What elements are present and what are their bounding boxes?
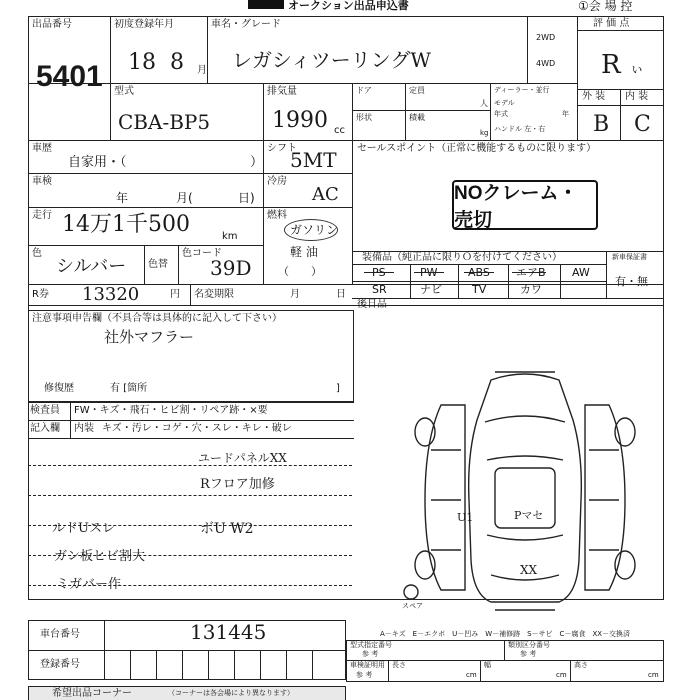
inspector-note-6: ボU W2: [200, 521, 254, 537]
ext-label: 外 装: [582, 91, 606, 102]
name-change-month: 月: [290, 289, 300, 300]
displacement-value: 1990: [272, 108, 328, 133]
inspection-month: 月(: [176, 191, 193, 205]
first-reg-month-unit: 月: [197, 65, 207, 76]
warranty-value: 有・無: [615, 275, 648, 288]
equip-pw: PW: [420, 266, 438, 279]
shift-label: シフト: [267, 143, 297, 154]
capacity-unit: 人: [480, 99, 488, 108]
ac-value: AC: [312, 184, 339, 205]
shape-label: 形状: [356, 113, 372, 122]
equip-leather: カワ: [520, 283, 542, 296]
model-no-sub: 参 考: [362, 650, 379, 658]
equip-aw: AW: [572, 266, 590, 279]
width-unit: cm: [556, 671, 567, 679]
mileage-value: 14万1千500: [62, 212, 190, 237]
header-logo: [248, 0, 284, 9]
warranty-label: 新車保証書: [612, 253, 647, 261]
recycle-label: R券: [32, 289, 49, 300]
fuel-circle: [284, 219, 338, 241]
color-code-value: 39D: [210, 256, 252, 280]
dealer-line1: ディーラー・並行: [494, 86, 550, 94]
equip-tv: TV: [472, 283, 487, 296]
diagram-mark-xx: XX: [520, 563, 538, 577]
shift-value: 5MT: [290, 148, 337, 172]
header-title: オークション出品申込書: [288, 0, 409, 12]
repair-value: 有 [箇所: [110, 383, 148, 394]
lot-number: 5401: [36, 60, 103, 93]
door-label: ドア: [356, 86, 372, 95]
width-label: 幅: [484, 661, 491, 669]
drive-2wd: 2WD: [536, 33, 556, 42]
inspector-note-4: ガン板ヒビ割大: [54, 549, 146, 564]
model-value: CBA-BP5: [118, 110, 211, 134]
inspector-note-5: ミガバー作: [56, 577, 122, 592]
no-claim-stamp: NOクレーム・売切: [452, 180, 598, 230]
first-reg-year: 18: [128, 50, 156, 75]
grade-label: 評 価 点: [593, 18, 630, 29]
dealer-line2: モデル: [494, 99, 515, 107]
capacity-label: 定員: [409, 86, 425, 95]
ext-value: B: [593, 112, 610, 137]
dealer-line4: ハンドル 左・右: [494, 125, 546, 133]
name-change-day: 日: [336, 289, 346, 300]
inspector-row2-label: 内装: [74, 423, 94, 434]
cert-label: 車検証明用: [350, 661, 385, 669]
length-unit: cm: [466, 671, 477, 679]
chassis-value: 131445: [190, 620, 267, 644]
length-label: 長さ: [392, 661, 406, 669]
grade-tail: ぃ: [630, 61, 644, 77]
diagram-mark-u1: U1: [457, 511, 474, 524]
color-label: 色: [32, 248, 42, 259]
damage-legend: A－キズ E－エクボ U－凹み W－補修跡 S－サビ C－腐食 XX－交換済: [380, 630, 631, 638]
lot-label: 出品番号: [32, 19, 72, 30]
color-code-label: 色コード: [182, 248, 222, 259]
inspector-row2: キズ・汚レ・コゲ・穴・スレ・キレ・破レ: [102, 423, 292, 434]
drive-4wd: 4WD: [536, 59, 556, 68]
displacement-label: 排気量: [267, 86, 297, 97]
recycle-value: 13320: [82, 284, 140, 305]
mileage-label: 走行: [32, 210, 52, 221]
cert-sub: 参 考: [356, 671, 373, 679]
color-value: シルバー: [56, 256, 127, 277]
inspection-label: 車検: [32, 176, 52, 187]
model-no-label: 型式指定番号: [350, 641, 392, 649]
notes-label: 注意事項申告欄（不具合等は具体的に記入して下さい）: [32, 313, 282, 324]
usage-value: 自家用・（: [68, 155, 127, 170]
reg-no-label: 登録番号: [40, 659, 80, 670]
car-name-label: 車名・グレード: [211, 19, 281, 30]
inspector-note-2: Rフロア加修: [200, 477, 275, 492]
chassis-label: 車台番号: [40, 629, 80, 640]
post-date-label: 後日品: [357, 299, 387, 310]
height-unit: cm: [648, 671, 659, 679]
color-tone-label: 色替: [148, 259, 168, 270]
repair-close: ]: [336, 383, 340, 394]
inspection-year: 年: [116, 191, 129, 205]
recycle-unit: 円: [170, 289, 180, 300]
fuel-other: （ ）: [278, 265, 322, 278]
ac-label: 冷房: [267, 176, 287, 187]
fuel-diesel: 軽 油: [290, 245, 318, 259]
load-unit: kg: [480, 129, 489, 137]
equip-airbag: エアB: [516, 266, 546, 279]
dealer-line3: 年式: [494, 110, 508, 118]
fuel-label: 燃料: [267, 210, 287, 221]
grade-value: R: [601, 50, 621, 80]
usage-label: 車歴: [32, 143, 52, 154]
inspector-row1: FW・キズ・飛石・ヒビ割・リペア跡・×要: [74, 405, 268, 416]
seller-copy: ①会 場 控: [578, 0, 633, 13]
equipment-label: 装備品（純正品に限りＯを付けてください）: [362, 252, 562, 263]
usage-close: ）: [250, 155, 264, 170]
fuel-gasoline: ガソリン: [290, 223, 339, 237]
first-reg-month: 8: [170, 50, 184, 75]
mileage-unit: km: [222, 231, 238, 242]
inspector-label: 検査員: [30, 405, 60, 416]
equip-ps: PS: [372, 266, 386, 279]
int-label: 内 装: [625, 91, 649, 102]
class-no-label: 類別区分番号: [508, 641, 550, 649]
selling-point-label: セールスポイント（正常に機能するものに限ります）: [357, 143, 597, 154]
displacement-unit: cc: [334, 125, 345, 136]
notes-value: 社外マフラー: [104, 328, 195, 346]
equip-abs: ABS: [468, 266, 490, 279]
equip-navi: ナビ: [420, 283, 442, 296]
class-no-sub: 参 考: [520, 650, 537, 658]
footer-label: 希望出品コーナー: [52, 688, 132, 699]
equip-sr: SR: [372, 283, 387, 296]
repair-label: 修復歴: [44, 383, 74, 394]
first-reg-label: 初度登録年月: [114, 19, 174, 30]
dealer-line3-unit: 年: [562, 110, 569, 118]
load-label: 積載: [409, 113, 425, 122]
diagram-spare-caption: スペア: [402, 602, 423, 610]
inspector-note-3: ルドUスレ: [52, 521, 115, 536]
inspection-day: 日): [238, 191, 255, 205]
name-change-label: 名変期限: [194, 289, 234, 300]
car-name-value: レガシィツーリングW: [232, 48, 431, 72]
car-diagram: [395, 360, 655, 622]
model-label: 型式: [114, 86, 134, 97]
inspector-label2: 記入欄: [30, 423, 60, 434]
height-label: 高さ: [574, 661, 588, 669]
diagram-mark-p: Pマセ: [514, 509, 544, 522]
int-value: C: [634, 112, 651, 137]
footer-note: （コーナーは各会場により異なります）: [168, 689, 294, 697]
inspector-note-1: ユードパネルXX: [198, 451, 287, 465]
